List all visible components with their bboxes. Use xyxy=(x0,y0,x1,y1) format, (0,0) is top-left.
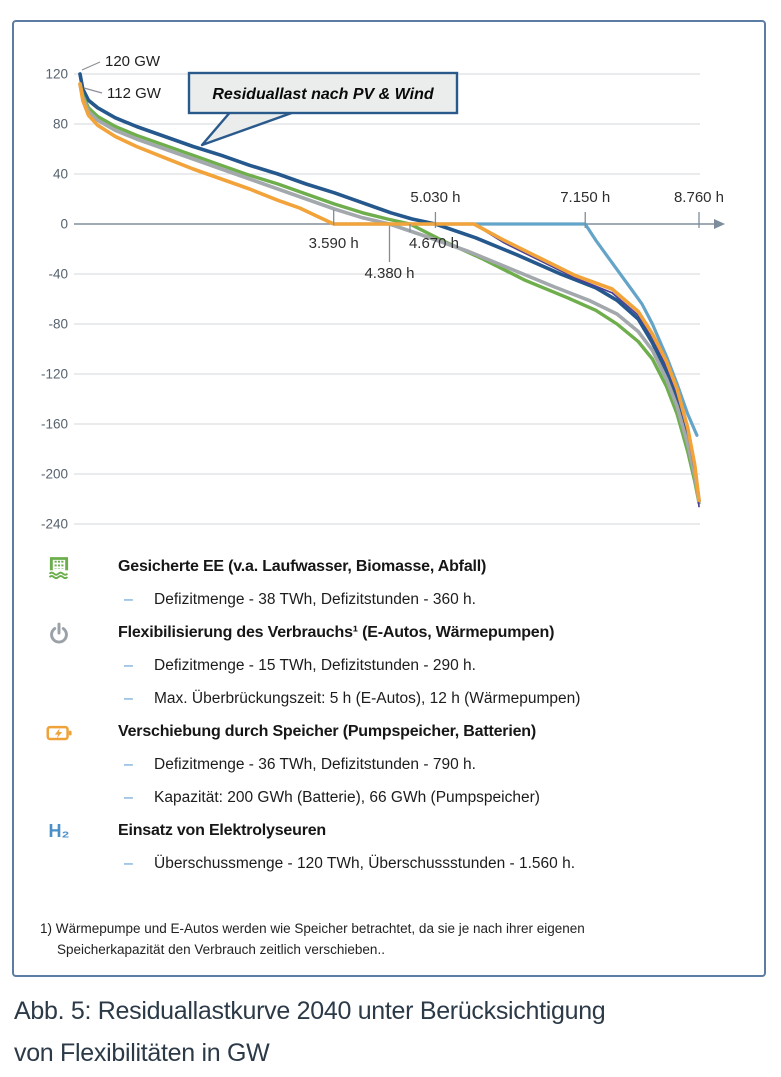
legend-detail-item xyxy=(14,649,764,682)
chart-legend xyxy=(14,550,764,880)
battery-icon xyxy=(41,717,77,747)
axis-label: -40 xyxy=(48,266,68,282)
power-icon xyxy=(41,618,77,648)
axis-label: -240 xyxy=(40,516,68,532)
axis-label: Residuallast nach PV & Wind xyxy=(212,86,434,103)
legend-title: Einsatz von Elektrolyseuren xyxy=(118,821,327,839)
legend-detail-item xyxy=(14,682,764,715)
axis-label: 40 xyxy=(52,166,68,182)
axis-label: 8.760 h xyxy=(673,189,725,206)
legend-group-power-heading xyxy=(14,616,764,649)
legend-group-hydrogen-heading xyxy=(14,814,764,847)
axis-label: -200 xyxy=(40,466,68,482)
axis-label: 112 GW xyxy=(107,85,161,102)
axis-label: 3.590 h xyxy=(308,235,359,252)
axis-label: -80 xyxy=(48,316,68,332)
callout-pointer xyxy=(202,110,300,145)
axis-label: 5.030 h xyxy=(410,189,461,206)
footnote xyxy=(40,918,585,960)
axis-label: 120 GW xyxy=(105,53,161,70)
caption-line-2: von Flexibilitäten in GW xyxy=(14,1039,270,1067)
legend-detail-item xyxy=(14,583,764,616)
legend-detail-text: Defizitmenge - 38 TWh, Defizitstunden - 360 h. xyxy=(154,590,476,608)
legend-detail-text: Überschussmenge - 120 TWh, Überschussstunden - 1.560 h. xyxy=(154,854,576,872)
caption-line-1: Abb. 5: Residuallastkurve 2040 unter Berücksichtigung xyxy=(14,997,606,1025)
dash-bullet: – xyxy=(124,656,133,674)
legend-title: Gesicherte EE (v.a. Laufwasser, Biomasse, Abfall) xyxy=(118,557,487,575)
legend-detail-text: Defizitmenge - 15 TWh, Defizitstunden - 290 h. xyxy=(154,656,476,674)
dam-icon xyxy=(41,552,77,582)
axis-label: -160 xyxy=(40,416,68,432)
axis-label: 7.150 h xyxy=(560,189,611,206)
axis-label: 4.670 h xyxy=(408,235,460,252)
dash-bullet: – xyxy=(124,590,133,608)
legend-detail-item xyxy=(14,781,764,814)
axis-label: -120 xyxy=(40,366,68,382)
legend-title: Verschiebung durch Speicher (Pumpspeicher, Batterien) xyxy=(118,722,536,740)
hydrogen-icon: H₂ xyxy=(48,820,70,841)
dash-bullet: – xyxy=(124,854,133,872)
leader-line-112 xyxy=(84,88,102,93)
legend-detail-text: Kapazität: 200 GWh (Batterie), 66 GWh (Pumpspeicher) xyxy=(154,788,540,806)
legend-group-battery-heading xyxy=(14,715,764,748)
axis-label: 4.380 h xyxy=(364,265,415,282)
dash-bullet: – xyxy=(124,788,133,806)
footnote-line-1: 1) Wärmepumpe und E-Autos werden wie Speicher betrachtet, da sie je nach ihrer eigenen xyxy=(40,921,585,936)
dash-bullet: – xyxy=(124,755,133,773)
residual-load-chart xyxy=(14,22,768,552)
legend-detail-item xyxy=(14,748,764,781)
figure-caption xyxy=(14,990,605,1074)
legend-detail-text: Defizitmenge - 36 TWh, Defizitstunden - 790 h. xyxy=(154,755,476,773)
leader-line-120 xyxy=(82,62,100,70)
legend-detail-item xyxy=(14,847,764,880)
figure-border-box xyxy=(12,20,766,977)
legend-detail-text: Max. Überbrückungszeit: 5 h (E-Autos), 12 h (Wärmepumpen) xyxy=(154,689,581,707)
axis-label: 80 xyxy=(52,116,68,132)
dash-bullet: – xyxy=(124,689,133,707)
x-axis-arrow xyxy=(714,219,725,229)
legend-group-dam-heading xyxy=(14,550,764,583)
legend-title: Flexibilisierung des Verbrauchs¹ (E-Autos, Wärmepumpen) xyxy=(118,623,555,641)
footnote-line-2: Speicherkapazität den Verbrauch zeitlich verschieben.. xyxy=(57,942,385,957)
axis-label: 0 xyxy=(60,216,68,232)
axis-label: 120 xyxy=(45,66,68,82)
